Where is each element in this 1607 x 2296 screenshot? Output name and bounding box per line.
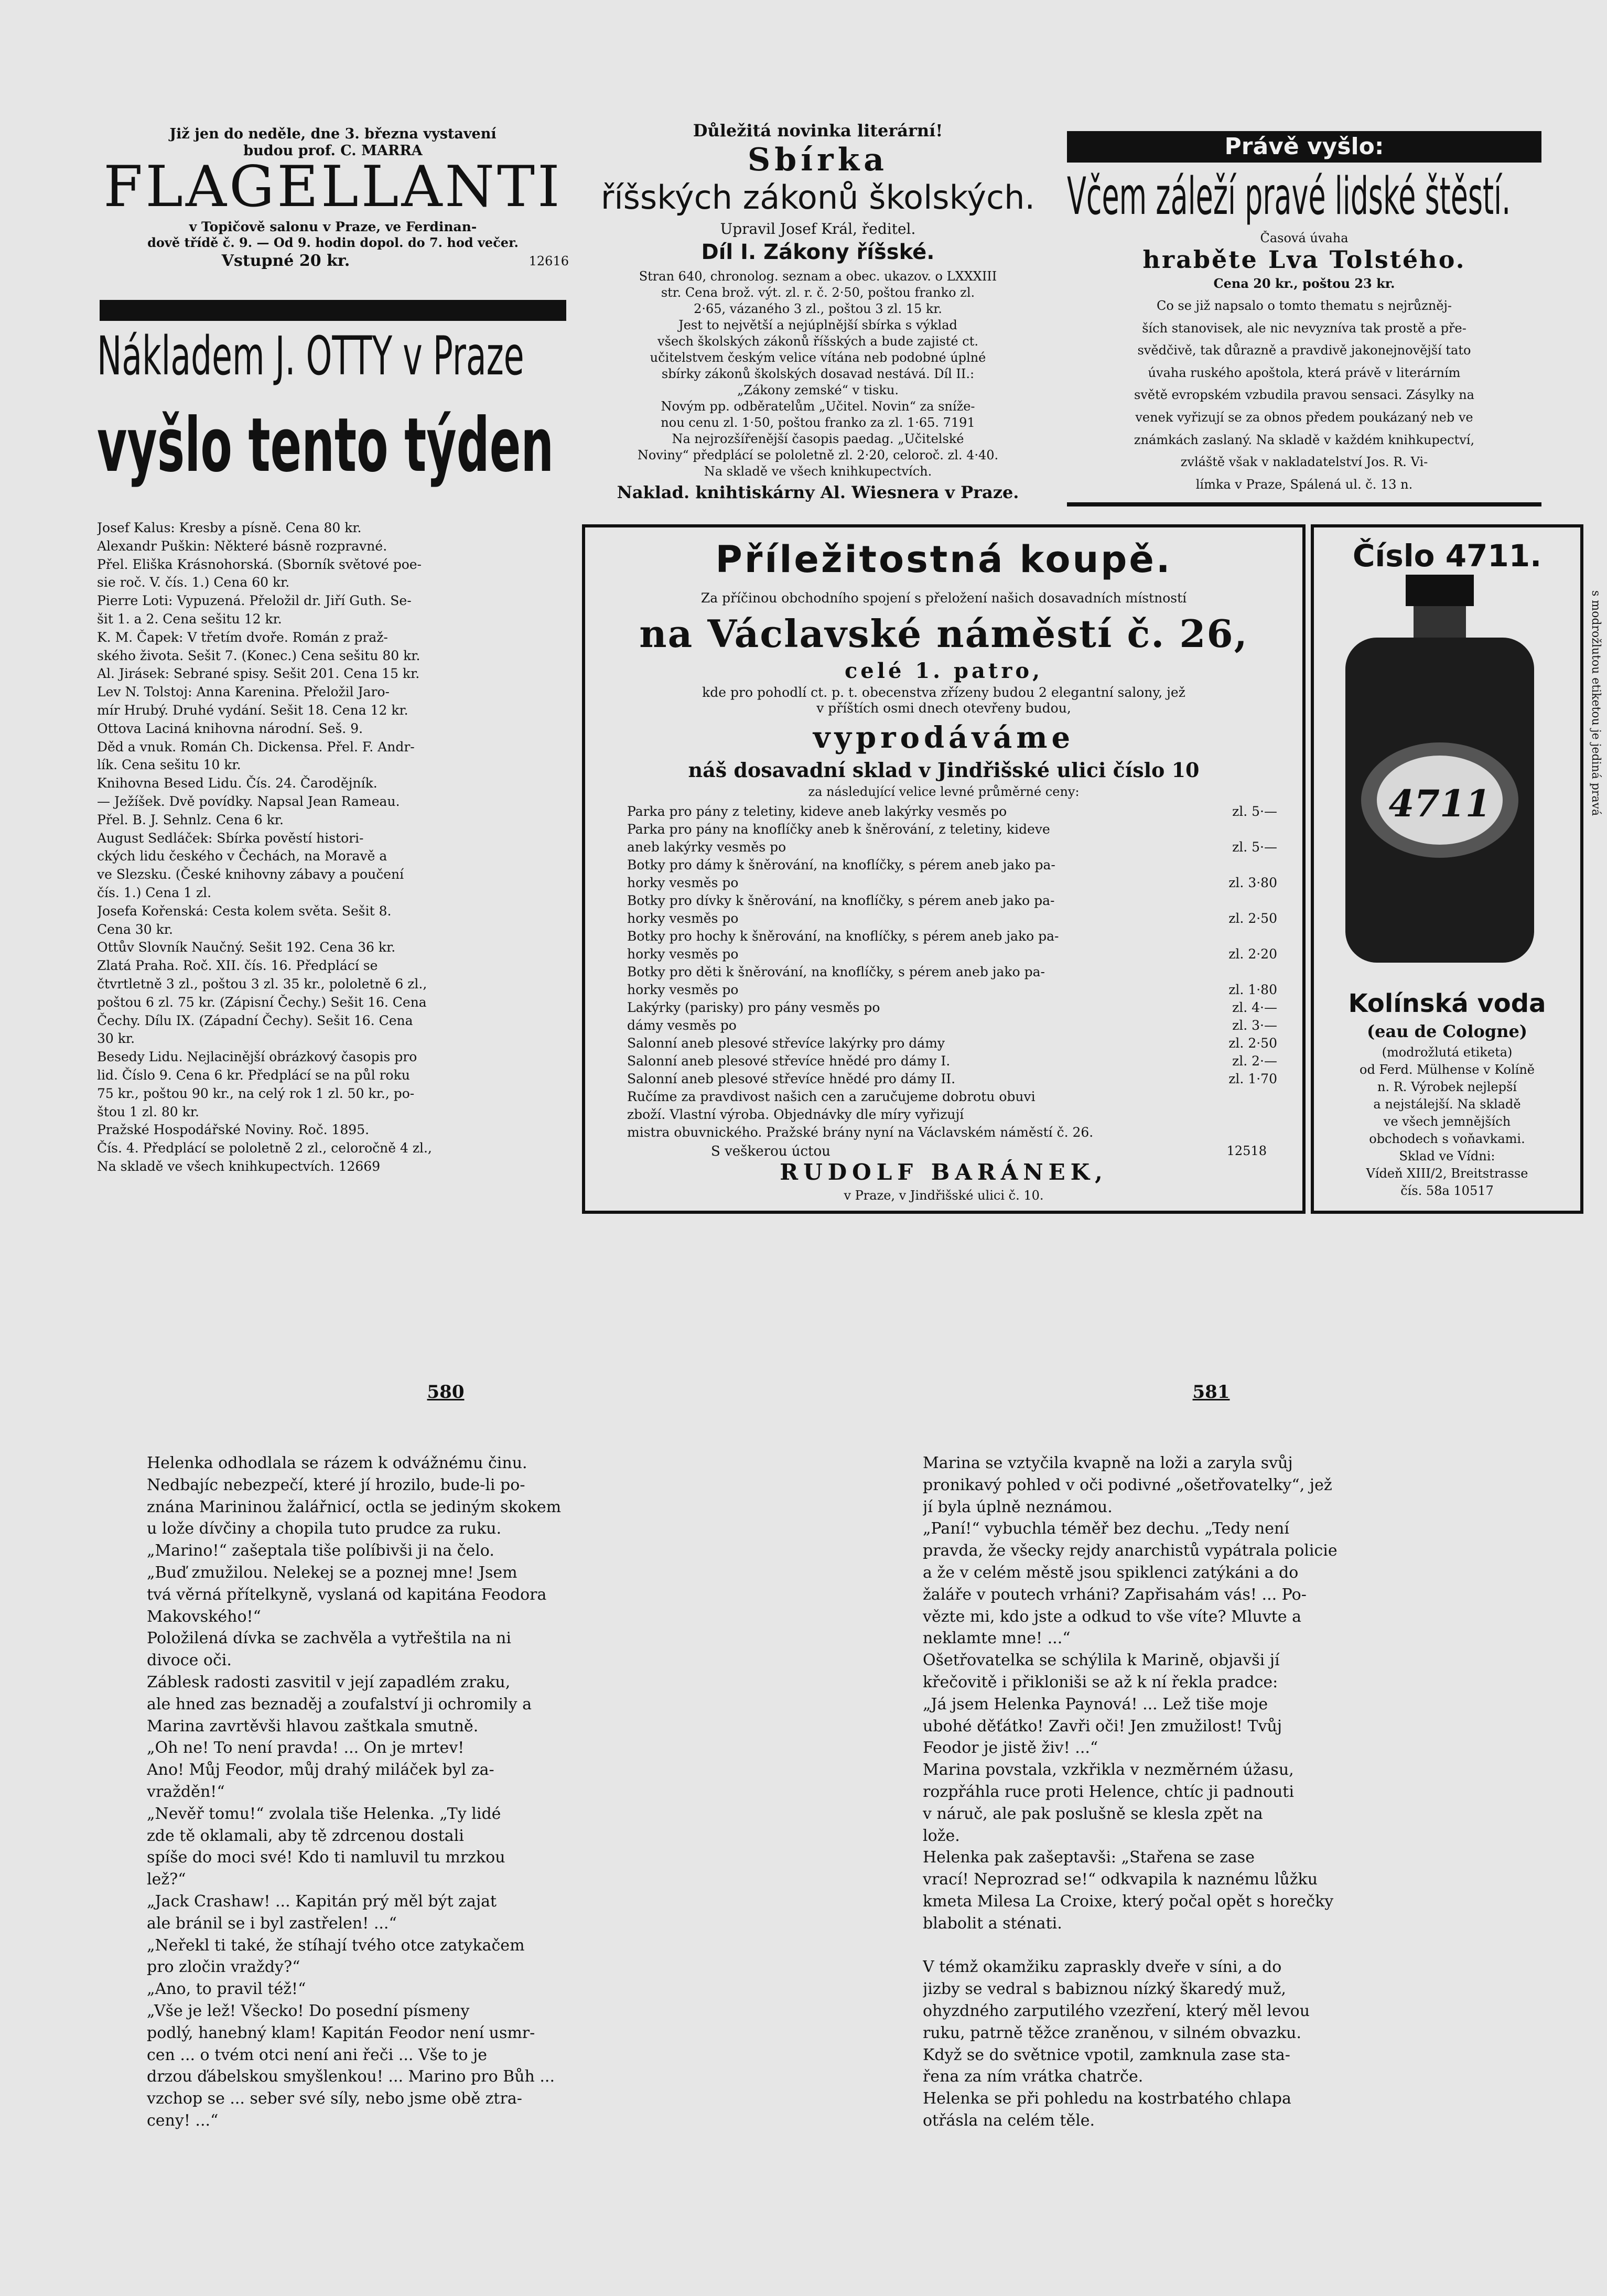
ad4711-text-line: n. R. Výrobek nejlepší (1377, 1080, 1517, 1094)
price-item-text: aneb lakýrky vesměs po (627, 839, 786, 855)
story-line: Nedbajíc nebezpečí, které jí hrozilo, bude-li po- (147, 1475, 525, 1494)
price-item-text: Lakýrky (parisky) pro pány vesměs po (627, 1000, 880, 1015)
story-line: Feodor je jistě živ! ...“ (923, 1739, 1098, 1758)
koupe-firm-addr: v Praze, v Jindřišské ulici č. 10. (844, 1188, 1044, 1203)
story-line: Helenka se při pohledu na kostrbatého chlapa (923, 2089, 1291, 2108)
tolstoj-text-line: známkách zaslaný. Na skladě v každém knihkupectví, (1134, 432, 1475, 447)
price-item-text: Salonní aneb plesové střevíce hnědé pro dámy I. (627, 1053, 951, 1069)
otto-book-line: Čís. 4. Předplácí se pololetně 2 zl., celoročně 4 zl., (97, 1140, 432, 1156)
price-row (627, 928, 1277, 945)
otto-book-line: Pražské Hospodářské Noviny. Roč. 1895. (97, 1122, 370, 1138)
tolstoj-text-line: venek vyřizují se za obnos předem poukázaný neb ve (1135, 409, 1473, 425)
story-line: Položilená dívka se zachvěla a vytřeštila na ni (147, 1629, 511, 1648)
price-row (627, 1052, 1277, 1070)
price-row (627, 856, 1277, 874)
tolstoj-text-line: svědčivě, tak důrazně a pravdivě jakonejnovější tato (1137, 343, 1471, 358)
ad-flagellanti (97, 126, 569, 283)
ad-sbirka (582, 121, 1054, 506)
ad4711-text-line: obchodech s voňavkami. (1369, 1131, 1525, 1146)
story-line: křečovitě i přikloniši se až k ní řekla pradce: (923, 1673, 1278, 1691)
price-row (627, 838, 1277, 856)
otto-book-line: Ottova Laciná knihovna národní. Seš. 9. (97, 720, 363, 736)
price-row (627, 910, 1277, 928)
price-item-text: dámy vesměs po (627, 1018, 737, 1033)
sbirka-text-line: nou cenu zl. 1·50, poštou franko za zl. 1·65. 7191 (661, 415, 975, 430)
sbirka-top: Důležitá novinka literární! (693, 121, 943, 141)
story-line: ale bránil se i byl zastřelen! ...“ (147, 1914, 397, 1933)
story-line: „Marino!“ zašeptala tiše políbivši ji na čelo. (147, 1542, 494, 1560)
story-line: Marina se vztyčila kvapně na loži a zaryla svůj (923, 1454, 1293, 1472)
price-item-text: horky vesměs po (627, 875, 739, 890)
ad4711-top: Číslo 4711. (1352, 538, 1542, 574)
tolstoj-author: hraběte Lva Tolstého. (1142, 245, 1466, 274)
story-line: pro zločin vraždy?“ (147, 1958, 300, 1977)
price-item-value: zl. 1·80 (1228, 982, 1277, 997)
divider-bar (100, 300, 566, 321)
story-line: žaláře v poutech vrháni? Zapřisahám vás! ... Po- (923, 1585, 1307, 1604)
otto-book-line: Přel. B. J. Sehnlz. Cena 6 kr. (97, 812, 284, 827)
story-line: zde tě oklamali, aby tě zdrcenou dostali (147, 1826, 464, 1845)
price-item-text: Salonní aneb plesové střevíce hnědé pro dámy II. (627, 1071, 956, 1086)
price-item-value: zl. 4·— (1232, 1000, 1277, 1015)
otto-book-line: lid. Číslo 9. Cena 6 kr. Předplácí se na půl roku (97, 1067, 410, 1083)
tolstoj-text-line: límka v Praze, Spálená ul. č. 13 n. (1195, 477, 1413, 492)
story-line: kmeta Milesa La Croixe, který počal opět s horečky (923, 1892, 1334, 1911)
price-item-text: Ručíme za pravdivost našich cen a zaručujeme dobrotu obuvi (627, 1089, 1036, 1104)
price-item-text: Botky pro dámy k šněrování, na knoflíčky, s pérem aneb jako pa- (627, 857, 1055, 872)
ad4711-side: s modrožlutou etiketou je jediná pravá (1589, 590, 1602, 816)
ad4711-text-line: Sklad ve Vídni: (1399, 1149, 1495, 1163)
price-row (627, 821, 1277, 838)
sbirka-text-line: Stran 640, chronolog. seznam a obec. ukazov. o LXXXIII (639, 269, 997, 284)
story-line: v náruč, ale pak poslušně se klesla zpět na (923, 1804, 1263, 1823)
flagellanti-line2: budou prof. C. MARRA (243, 143, 423, 159)
otto-book-line: ského života. Sešit 7. (Konec.) Cena sešitu 80 kr. (97, 648, 420, 663)
price-row (627, 1070, 1277, 1088)
story-line: divoce oči. (147, 1651, 232, 1670)
story-line: znána Marininou žalářnicí, octla se jediným skokem (147, 1497, 562, 1516)
story-line: neklamte mne! ...“ (923, 1629, 1071, 1648)
price-item-value: zl. 3·— (1232, 1018, 1277, 1033)
sbirka-editor: Upravil Josef Král, ředitel. (720, 220, 916, 238)
story-line: vězte mi, kdo jste a odkud to vše víte? Mluvte a (923, 1607, 1301, 1626)
price-item-value: zl. 2·50 (1228, 1036, 1277, 1051)
page-number-right: 581 (1192, 1382, 1230, 1403)
price-row (627, 874, 1277, 892)
story-line: rozpřáhla ruce proti Helence, chtíc ji padnouti (923, 1782, 1294, 1801)
koupe-sell: vyprodáváme (813, 720, 1075, 755)
sbirka-text-line: všech školských zákonů říšských a bude zajisté ct. (657, 334, 978, 349)
koupe-store: náš dosavadní sklad v Jindřišské ulici číslo 10 (688, 758, 1200, 782)
story-line: Ošetřovatelka se schýlila k Marině, objavši jí (923, 1651, 1280, 1670)
story-line: pronikavý pohled v oči podivné „ošetřovatelky“, jež (923, 1475, 1332, 1494)
sbirka-part: Díl I. Zákony říšské. (701, 240, 935, 264)
story-line: Marina povstala, vzkřikla v nezměrném úžasu, (923, 1761, 1294, 1780)
otto-book-line: mír Hrubý. Druhé vydání. Sešit 18. Cena 12 kr. (97, 702, 408, 718)
tolstoj-text-line: Co se již napsalo o tomto thematu s nejrůzněj- (1156, 298, 1452, 313)
sbirka-subtitle: říšských zákonů školských. (600, 178, 1036, 217)
ad4711-title: Kolínská voda (1348, 989, 1546, 1018)
price-row (627, 999, 1277, 1017)
koupe-store2: za následující velice levné průměrné ceny: (808, 784, 1080, 799)
price-row (627, 1017, 1277, 1034)
price-item-text: Botky pro děti k šněrování, na knoflíčky, s pérem aneb jako pa- (627, 964, 1045, 979)
ad4711-label: 4711 (1388, 782, 1491, 825)
story-line: „Jack Crashaw! ... Kapitán prý měl být zajat (147, 1892, 497, 1911)
story-line: „Ano, to pravil též!“ (147, 1980, 306, 1999)
koupe-price-list (627, 803, 1277, 1141)
otto-book-line: Pierre Loti: Vypuzená. Přeložil dr. Jiří Guth. Se- (97, 593, 412, 609)
sbirka-text (582, 268, 1054, 480)
otto-heading1: Nákladem J. OTTY v Praze (97, 325, 524, 387)
story-line: Ano! Můj Feodor, můj drahý miláček byl za- (147, 1761, 494, 1780)
story-line: „Já jsem Helenka Paynová! ... Lež tiše moje (923, 1695, 1268, 1713)
story-line: vražděn!“ (147, 1782, 225, 1801)
koupe-firm: RUDOLF BARÁNEK, (780, 1159, 1108, 1185)
price-item-text: mistra obuvnického. Pražské brány nyní na Václavském náměstí č. 26. (627, 1125, 1094, 1140)
price-item-text: horky vesměs po (627, 911, 739, 926)
story-line: „Nevěř tomu!“ zvolala tiše Helenka. „Ty lidé (147, 1804, 501, 1823)
sbirka-text-line: Na skladě ve všech knihkupectvích. (704, 464, 932, 479)
sbirka-text-line: str. Cena brož. výt. zl. r. č. 2·50, poštou franko zl. (661, 285, 975, 300)
otto-book-line: čís. 1.) Cena 1 zl. (97, 885, 212, 900)
price-row (627, 892, 1277, 910)
ad-tolstoj (1067, 126, 1541, 506)
koupe-text1: kde pro pohodlí ct. p. t. obecenstva zřízeny budou 2 elegantní salony, jež (702, 685, 1185, 700)
story-line: „Neřekl ti také, že stíhají tvého otce zatykačem (147, 1936, 525, 1955)
otto-book-line: K. M. Čapek: V třetím dvoře. Román z praž- (97, 629, 388, 645)
price-row (627, 1088, 1277, 1106)
story-line (923, 1935, 1505, 1957)
otto-book-line: Besedy Lidu. Nejlacinější obrázkový časopis pro (97, 1049, 417, 1065)
price-row (627, 981, 1277, 999)
story-line: vzchop se ... seber své síly, nebo jsme obě ztra- (147, 2089, 522, 2108)
flagellanti-code: 12616 (529, 254, 569, 268)
story-line: drzou ďábelskou smyšlenkou! ... Marino pro Bůh ... (147, 2067, 555, 2086)
flagellanti-line3: v Topičově salonu v Praze, ve Ferdinan- (189, 219, 477, 234)
price-item-value: zl. 3·80 (1228, 875, 1277, 890)
flagellanti-title: FLAGELLANTI (103, 158, 563, 216)
ad4711-text-line: a nejstálejší. Na skladě (1373, 1097, 1521, 1112)
price-item-value: zl. 5·— (1232, 804, 1277, 819)
ad-otto (97, 325, 569, 1198)
price-item-text: Parka pro pány z teletiny, kideve aneb lakýrky vesměs po (627, 804, 1007, 819)
story-line: blabolit a sténati. (923, 1914, 1062, 1933)
page-number-left: 580 (427, 1382, 465, 1403)
story-line: Záblesk radosti zasvitil v její zapadlém zraku, (147, 1673, 511, 1691)
otto-book-line: 30 kr. (97, 1031, 135, 1047)
story-right-column (923, 1452, 1505, 2132)
story-line: řena za ním vrátka chatrče. (923, 2067, 1144, 2086)
story-line: ruku, patrně těžce zraněnou, v silném obvazku. (923, 2023, 1301, 2042)
price-row (627, 963, 1277, 981)
ad4711-text-line: čís. 58a 10517 (1400, 1183, 1494, 1198)
tolstoj-bottom-rule (1067, 502, 1541, 506)
story-line: cen ... o tvém otci není ani řeči ... Vše to je (147, 2045, 488, 2064)
tolstoj-text-line: světě evropském vzbudila pravou sensaci. Zásylky na (1134, 387, 1474, 403)
otto-book-line: Na skladě ve všech knihkupectvích. 12669 (97, 1158, 381, 1174)
sbirka-title: Sbírka (747, 142, 889, 178)
story-line: vrací! Neprozrad se!“ odkvapila k naznému lůžku (923, 1870, 1318, 1889)
story-line: jí byla úplně neznámou. (923, 1497, 1113, 1516)
story-line: V témž okamžiku zapraskly dveře v síni, a do (923, 1958, 1282, 1977)
tolstoj-text (1067, 295, 1541, 495)
otto-book-line: — Ježíšek. Dvě povídky. Napsal Jean Rameau. (97, 793, 400, 809)
otto-book-line: lík. Cena sešitu 10 kr. (97, 757, 241, 773)
ad4711-text-line: od Ferd. Mülhense v Kolíně (1360, 1062, 1535, 1077)
sbirka-text-line: „Zákony zemské“ v tisku. (737, 383, 899, 397)
story-line: otřásla na celém těle. (923, 2111, 1095, 2130)
bottle-illustration (1335, 575, 1545, 973)
otto-book-line: Josefa Kořenská: Cesta kolem světa. Sešit 8. (97, 903, 392, 919)
story-line: Helenka odhodlala se rázem k odvážnému činu. (147, 1454, 527, 1472)
story-line: lože. (923, 1826, 960, 1845)
story-line: Když se do světnice vpotil, zamknula zase sta- (923, 2045, 1290, 2064)
price-item-text: Botky pro dívky k šněrování, na knoflíčky, s pérem aneb jako pa- (627, 893, 1055, 908)
otto-book-line: Cena 30 kr. (97, 921, 173, 937)
price-item-text: horky vesměs po (627, 946, 739, 962)
price-item-value: zl. 2·20 (1228, 946, 1277, 962)
koupe-regards: S veškerou úctou (711, 1144, 831, 1159)
story-line: ubohé děťátko! Zavři oči! Jen zmužilost! Tvůj (923, 1717, 1282, 1736)
story-line: ohyzdného zarputilého vzezření, který měl levou (923, 2001, 1310, 2020)
otto-book-line: Lev N. Tolstoj: Anna Karenina. Přeložil Jaro- (97, 684, 390, 700)
koupe-floor: celé 1. patro, (844, 659, 1043, 683)
story-line: a že v celém městě jsou spiklenci zatýkáni a do (923, 1563, 1299, 1582)
price-item-value: zl. 2·— (1232, 1053, 1277, 1069)
otto-book-line: čtvrtletně 3 zl., poštou 3 zl. 35 kr., pololetně 6 zl., (97, 976, 427, 991)
otto-book-line: šit 1. a 2. Cena sešitu 12 kr. (97, 611, 282, 627)
koupe-code: 12518 (1226, 1144, 1267, 1158)
story-line: podlý, hanebný klam! Kapitán Feodor není usmr- (147, 2023, 535, 2042)
koupe-text2: v příštích osmi dnech otevřeny budou, (816, 700, 1071, 716)
otto-book-list (97, 519, 569, 1176)
otto-book-line: ckých lidu českého v Čechách, na Moravě a (97, 848, 387, 864)
tolstoj-title: Včem záleží pravé lidské štěstí. (1067, 168, 1511, 225)
ad4711-text-line: (modrožlutá etiketa) (1382, 1045, 1513, 1060)
price-row (627, 1106, 1277, 1124)
story-line: ale hned zas beznaděj a zoufalství ji ochromily a (147, 1695, 532, 1713)
ad4711-text-line: Vídeň XIII/2, Breitstrasse (1366, 1166, 1528, 1181)
otto-book-line: Čechy. Dílu IX. (Západní Čechy). Sešit 16. Cena (97, 1012, 413, 1028)
tolstoj-text-line: zvláště však v nakladatelství Jos. R. Vi- (1180, 455, 1428, 470)
otto-book-line: sie roč. V. čís. 1.) Cena 60 kr. (97, 575, 290, 590)
price-item-text: horky vesměs po (627, 982, 739, 997)
story-line: pravda, že všecky rejdy anarchistů vypátrala policie (923, 1542, 1338, 1560)
price-item-text: zboží. Vlastní výroba. Objednávky dle míry vyřizují (627, 1107, 964, 1122)
price-row (627, 803, 1277, 821)
otto-book-line: Alexandr Puškin: Některé básně rozpravné. (97, 538, 387, 554)
otto-book-line: Zlatá Praha. Roč. XII. čís. 16. Předplácí se (97, 958, 378, 974)
price-row (627, 945, 1277, 963)
tolstoj-text-line: úvaha ruského apoštola, která právě v literárním (1148, 365, 1461, 380)
tolstoj-top-bar (1067, 131, 1541, 163)
ad-koupe (582, 524, 1306, 1214)
sbirka-text-line: sbírky zákonů školských dosavad nestává. Díl II.: (661, 367, 975, 381)
otto-book-line: Josef Kalus: Kresby a písně. Cena 80 kr. (97, 520, 362, 535)
sbirka-text-line: 2·65, vázaného 3 zl., poštou 3 zl. 15 kr. (694, 301, 942, 316)
story-line: ceny! ...“ (147, 2111, 219, 2130)
flagellanti-line1: Již jen do neděle, dne 3. března vystavení (169, 126, 497, 142)
price-item-text: Parka pro pány na knoflíčky aneb k šněrování, z teletiny, kideve (627, 822, 1050, 837)
tolstoj-sub: Časová úvaha (1260, 231, 1349, 245)
otto-book-line: ve Slezsku. (České knihovny zábavy a poučení (97, 867, 404, 882)
otto-book-line: Děd a vnuk. Román Ch. Dickensa. Přel. F. Andr- (97, 739, 415, 754)
story-line: „Buď zmužilou. Nelekej se a poznej mne! Jsem (147, 1563, 517, 1582)
story-line: lež?“ (147, 1870, 186, 1889)
otto-book-line: štou 1 zl. 80 kr. (97, 1104, 199, 1119)
ad-4711 (1311, 524, 1602, 1214)
sbirka-text-line: Noviny“ předplácí se pololetně zl. 2·20, celoroč. zl. 4·40. (637, 448, 999, 462)
ad4711-text (1314, 1044, 1580, 1200)
otto-book-line: poštou 6 zl. 75 kr. (Zápisní Čechy.) Sešit 16. Cena (97, 994, 427, 1010)
price-item-text: Salonní aneb plesové střevíce lakýrky pro dámy (627, 1036, 945, 1051)
story-left-column (147, 1452, 729, 2132)
ad4711-text-line: ve všech jemnějších (1383, 1114, 1511, 1129)
koupe-address: na Václavské náměstí č. 26, (639, 611, 1248, 656)
otto-book-line: Ottův Slovník Naučný. Sešit 192. Cena 36 kr. (97, 940, 396, 955)
price-item-value: zl. 5·— (1232, 839, 1277, 855)
price-item-value: zl. 1·70 (1228, 1071, 1277, 1086)
story-line: jizby se vedral s babiznou nízký škaredý muž, (923, 1980, 1286, 1999)
story-line: Helenka pak zašeptavši: „Stařena se zase (923, 1848, 1255, 1867)
koupe-title: Příležitostná koupě. (715, 538, 1172, 581)
sbirka-text-line: Na nejrozšířenější časopis paedag. „Učitelské (672, 432, 964, 446)
story-line: „Paní!“ vybuchla téměř bez dechu. „Tedy není (923, 1519, 1289, 1538)
tolstoj-price: Cena 20 kr., poštou 23 kr. (1213, 276, 1395, 291)
story-line: u lože dívčiny a chopila tuto prudce za ruku. (147, 1519, 502, 1538)
sbirka-text-line: Novým pp. odběratelům „Učitel. Novin“ za sníže- (661, 399, 975, 414)
otto-book-line: Al. Jirásek: Sebrané spisy. Sešit 201. Cena 15 kr. (97, 666, 420, 682)
koupe-intro: Za příčinou obchodního spojení s přeložení našich dosavadních místností (700, 590, 1187, 606)
story-line: „Vše je lež! Všecko! Do posední písmeny (147, 2001, 470, 2020)
price-row (627, 1034, 1277, 1052)
otto-book-line: Přel. Eliška Krásnohorská. (Sborník světové poe- (97, 556, 422, 572)
sbirka-publisher: Naklad. knihtiskárny Al. Wiesnera v Praze. (617, 482, 1019, 502)
sbirka-text-line: Jest to největší a nejúplnější sbírka s výklad (678, 318, 957, 332)
otto-book-line: Knihovna Besed Lidu. Čís. 24. Čarodějník. (97, 775, 378, 791)
story-line: tvá věrná přítelkyně, vyslaná od kapitána Feodora (147, 1585, 547, 1604)
otto-book-line: 75 kr., poštou 90 kr., na celý rok 1 zl. 50 kr., po- (97, 1085, 415, 1101)
price-item-value: zl. 2·50 (1228, 911, 1277, 926)
flagellanti-line5: Vstupné 20 kr. (221, 252, 350, 270)
tolstoj-text-line: ších stanovisek, ale nic nevyzníva tak prostě a pře- (1142, 320, 1466, 336)
otto-heading2: vyšlo tento týden (97, 404, 554, 488)
story-line: „Oh ne! To není pravda! ... On je mrtev! (147, 1739, 465, 1758)
story-line: Makovského!“ (147, 1607, 261, 1626)
sbirka-text-line: učitelstvem českým velice vítána neb podobné úplné (650, 350, 986, 365)
tolstoj-top: Právě vyšlo: (1224, 133, 1384, 160)
flagellanti-line4: dově třídě č. 9. — Od 9. hodin dopol. do 7. hod večer. (147, 235, 519, 250)
story-line: spíše do moci své! Kdo ti namluvil tu mrzkou (147, 1848, 505, 1867)
story-line: Marina zavrtěvši hlavou zaštkala smutně. (147, 1717, 479, 1736)
price-item-text: Botky pro hochy k šněrování, na knoflíčky, s pérem aneb jako pa- (627, 929, 1059, 944)
otto-book-line: August Sedláček: Sbírka pověstí histori- (97, 830, 364, 846)
ad4711-sub: (eau de Cologne) (1367, 1021, 1527, 1041)
price-row (627, 1124, 1277, 1141)
